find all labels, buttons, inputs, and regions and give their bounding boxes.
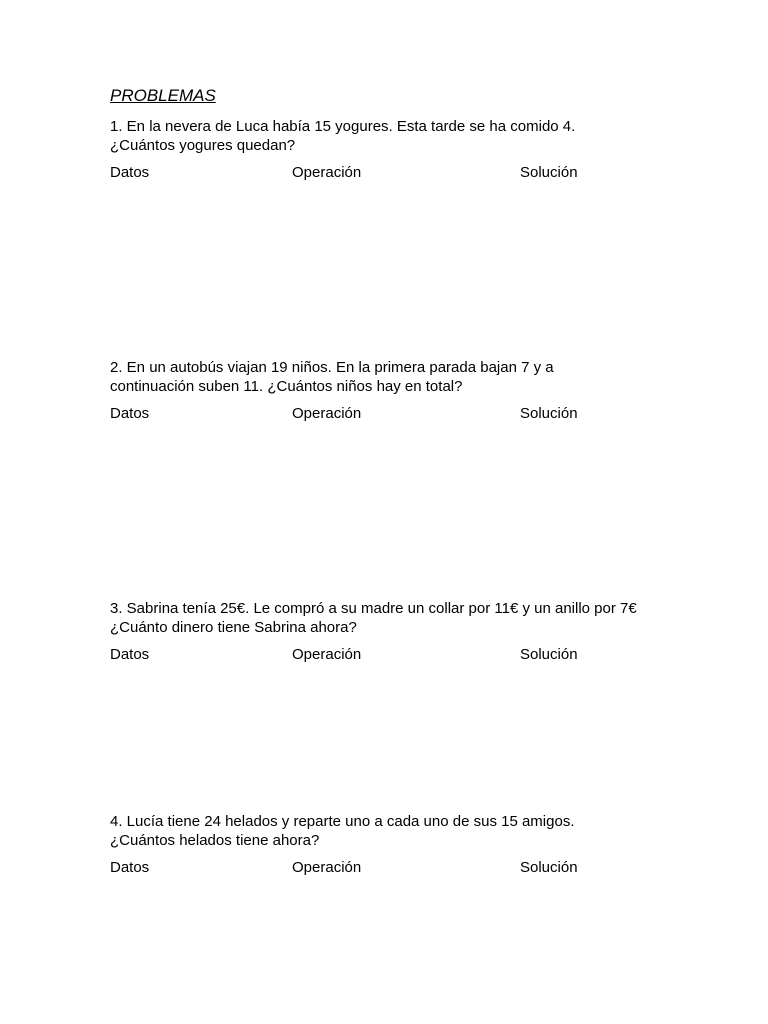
datos-label: Datos	[110, 164, 150, 181]
solucion-label: Solución	[520, 164, 578, 181]
operacion-label: Operación	[292, 405, 362, 422]
problem-line: 2. En un autobús viajan 19 niños. En la primera parada bajan 7 y a	[110, 359, 554, 376]
problem-statement	[110, 599, 670, 637]
problem-1	[110, 117, 670, 182]
solucion-label: Solución	[520, 646, 578, 663]
answer-columns	[110, 404, 670, 423]
datos-label: Datos	[110, 646, 150, 663]
operacion-label: Operación	[292, 164, 362, 181]
problem-statement	[110, 812, 670, 850]
problem-line: continuación suben 11. ¿Cuántos niños hay en total?	[110, 378, 463, 395]
problem-line: 1. En la nevera de Luca había 15 yogures. Esta tarde se ha comido 4.	[110, 118, 576, 135]
problem-statement	[110, 358, 670, 396]
problem-2	[110, 358, 670, 423]
answer-columns	[110, 645, 670, 664]
problem-line: ¿Cuántos yogures quedan?	[110, 137, 296, 154]
problem-line: ¿Cuánto dinero tiene Sabrina ahora?	[110, 619, 357, 636]
answer-columns	[110, 163, 670, 182]
problem-3	[110, 599, 670, 664]
problem-line: 4. Lucía tiene 24 helados y reparte uno a cada uno de sus 15 amigos.	[110, 813, 575, 830]
datos-label: Datos	[110, 859, 150, 876]
answer-columns	[110, 858, 670, 877]
operacion-label: Operación	[292, 646, 362, 663]
problem-4	[110, 812, 670, 877]
problem-line: 3. Sabrina tenía 25€. Le compró a su madre un collar por 11€ y un anillo por 7€	[110, 600, 637, 617]
problem-line: ¿Cuántos helados tiene ahora?	[110, 832, 320, 849]
solucion-label: Solución	[520, 859, 578, 876]
operacion-label: Operación	[292, 859, 362, 876]
page-title: PROBLEMAS	[110, 86, 216, 105]
problem-statement	[110, 117, 670, 155]
solucion-label: Solución	[520, 405, 578, 422]
datos-label: Datos	[110, 405, 150, 422]
